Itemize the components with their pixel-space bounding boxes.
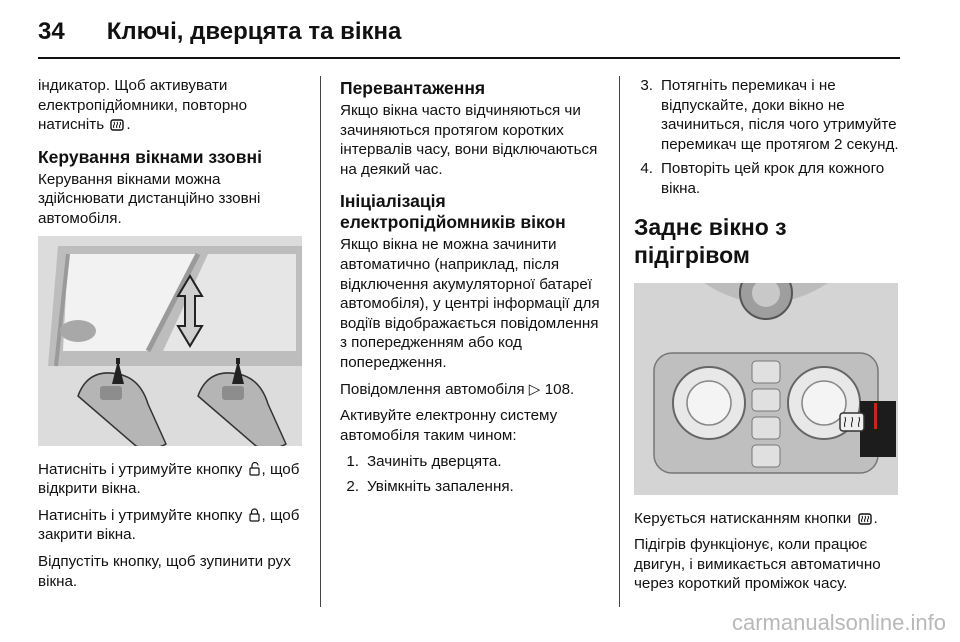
paragraph-activate: Активуйте електронну систему автомобіля таким чином:	[340, 407, 558, 444]
paragraph-stop: Відпустіть кнопку, щоб зупинити рух вікна.	[38, 552, 291, 590]
steps-list-1	[340, 452, 608, 496]
paragraph-rear-window: Керується натисканням кнопки .	[634, 509, 878, 527]
list-item: 3. Потягніть перемикач і не відпускайте, доки вікно не зачиниться, після чого утримуйте перемикач ще протягом 2 секунд.	[640, 77, 899, 153]
paragraph-external-control: Керування вікнами можна здійснювати дистанційно ззовні автомобіля.	[38, 170, 261, 227]
column-divider-2	[619, 76, 620, 607]
page-number: 34	[38, 18, 65, 45]
paragraph-open: Натисніть і утримуйте кнопку , щоб відкрити вікна.	[38, 460, 300, 498]
page-header	[38, 12, 401, 52]
paragraph-overload: Якщо вікна часто відчиняються чи зачиняються протягом коротких інтервалів часу, вони відключаються на деякий час.	[340, 102, 598, 178]
unlock-icon	[249, 462, 260, 476]
paragraph-vehicle-message: Повідомлення автомобіля ▷ 108.	[340, 380, 575, 398]
intro-paragraph: індикатор. Щоб активувати електропідйомники, повторно натисніть .	[38, 77, 248, 134]
list-item: 2. Увімкніть запалення.	[346, 477, 514, 495]
list-item: 4. Повторіть цей крок для кожного вікна.	[640, 160, 885, 197]
remote-window-illustration	[38, 236, 302, 446]
column-2	[340, 76, 608, 504]
heading-initialization: Ініціалізація електропідйомників вікон	[340, 191, 566, 233]
lock-icon	[249, 508, 260, 522]
list-item: 1. Зачиніть дверцята.	[346, 453, 502, 471]
watermark: carmanualsonline.info	[731, 610, 946, 635]
heading-heated-rear-window: Заднє вікно з підігрівом	[634, 213, 787, 268]
rear-window-heat-icon	[110, 119, 124, 131]
rear-window-heat-icon	[858, 513, 872, 525]
column-divider-1	[320, 76, 321, 607]
paragraph-initialization: Якщо вікна не можна зачинити автоматично (наприклад, після відключення акумуляторної батареї автомобіля), у центрі інформації для водіїв відображається повідомлення з попередженням або код попередження.	[340, 236, 600, 371]
heading-external-control: Керування вікнами ззовні	[38, 146, 262, 167]
paragraph-close: Натисніть і утримуйте кнопку , щоб закрити вікна.	[38, 506, 300, 544]
heading-overload: Перевантаження	[340, 78, 486, 98]
paragraph-heating: Підігрів функціонує, коли працює двигун, і вимикається автоматично через короткий проміжок часу.	[634, 536, 881, 593]
column-1	[38, 76, 306, 598]
climate-panel-illustration	[634, 283, 898, 495]
steps-list-2	[634, 76, 902, 199]
cross-reference-arrow-icon: ▷	[528, 380, 541, 398]
column-3	[634, 76, 902, 601]
header-divider	[38, 57, 900, 59]
chapter-title: Ключі, дверцята та вікна	[106, 18, 402, 45]
